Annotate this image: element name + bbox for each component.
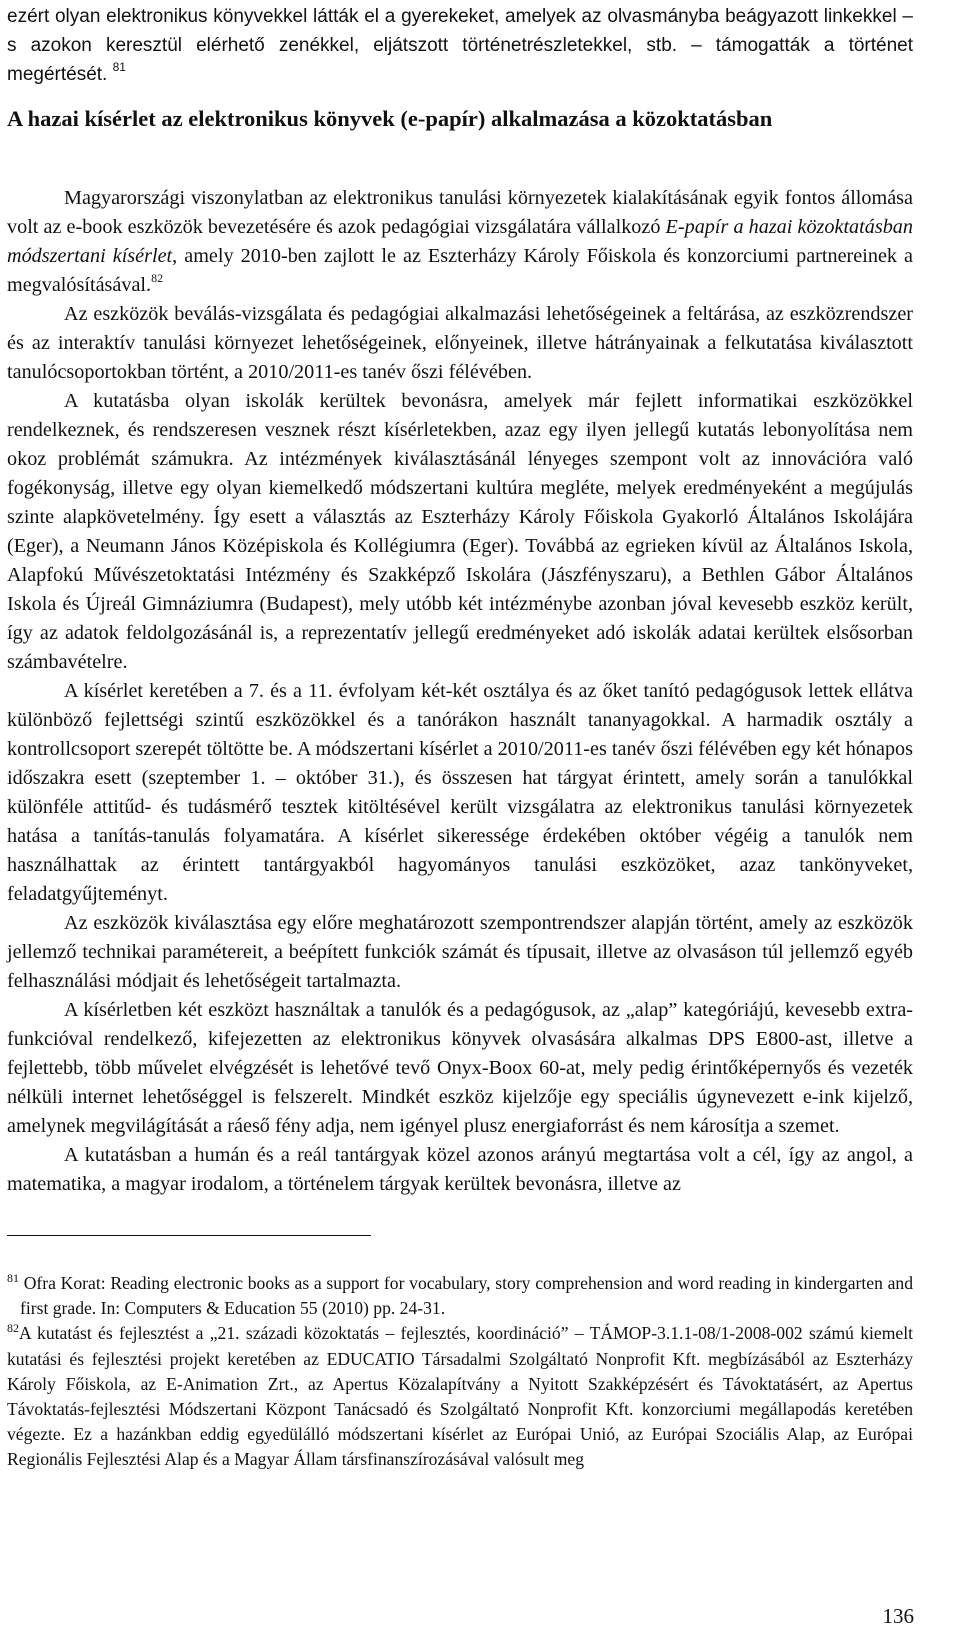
page-number: 136	[882, 1604, 914, 1628]
footnote-81-marker: 81	[7, 1271, 19, 1285]
section-heading: A hazai kísérlet az elektronikus könyvek (e-papír) alkalmazása a közoktatásban	[7, 106, 773, 131]
body-text	[7, 184, 913, 1199]
footnote-divider	[7, 1235, 371, 1236]
paragraph-1	[7, 184, 913, 300]
paragraph-5: Az eszközök kiválasztása egy előre meghatározott szempontrendszer alapján történt, amely az eszközök jellemző technikai paramétereit, a beépített funkciók számát és típusait, illetve az olvasáson túl jellemző egyéb felhasználási módjait és lehetőségeit tartalmazta.	[7, 912, 913, 992]
footnote-82	[7, 1321, 913, 1472]
intro-paragraph	[7, 2, 913, 89]
paragraph-6: A kísérletben két eszközt használtak a tanulók és a pedagógusok, az „alap” kategóriájú, kevesebb extra-funkcióval rendelkező, kifejezetten az elektronikus könyvek olvasására alkalmas DPS E800-ast, illetve a fejlettebb, több művelet elvégzését is lehetővé tevő Onyx-Boox 60-at, mely pedig érintőképernyős és vezeték nélküli internet lehetőséggel is felszerelt. Mindkét eszköz kijelzője egy speciális úgynevezett e-ink kijelző, amelynek megvilágítását a ráeső fény adja, nem igényel plusz energiaforrást és nem károsítja a szemet.	[7, 999, 913, 1137]
footnote-81-text: Ofra Korat: Reading electronic books as a support for vocabulary, story comprehension and word reading in kindergarten and first grade. In: Computers & Education 55 (2010) pp. 24-31.	[19, 1273, 913, 1319]
paragraph-1-part-1: Magyarországi viszonylatban az elektronikus tanulási környezetek kialakításának egyik fontos állomása volt az e-book eszközök bevezetésére és azok pedagógiai vizsgálatára vállalkozó	[7, 187, 913, 238]
paragraph-1-part-2: , amely 2010-ben zajlott le az Eszterházy Károly Főiskola és konzorciumi partnereinek a megvalósításával.	[7, 245, 913, 296]
intro-text: ezért olyan elektronikus könyvekkel látták el a gyerekeket, amelyek az olvasmányba beágyazott linkekkel – s azokon keresztül elérhető zenékkel, eljátszott történetrészletekkel, stb. – támogatták a történet megértését.	[7, 6, 913, 85]
paragraph-1-italic-title: E-papír a hazai közoktatásban módszertani kísérlet	[7, 216, 913, 267]
footnote-81	[7, 1271, 913, 1321]
paragraph-4: A kísérlet keretében a 7. és a 11. évfolyam két-két osztálya és az őket tanító pedagógusok lettek ellátva különböző fejlettségi szintű eszközökkel és a tanórákon használt tananyagokkal. A harmadik osztály a kontrollcsoport szerepét töltötte be. A módszertani kísérlet a 2010/2011-es tanév őszi félévében egy két hónapos időszakra esett (szeptember 1. – október 31.), és összesen hat tárgyat érintett, amely során a tanulókkal különféle attitűd- és tudásmérő tesztek kitöltésével került vizsgálatra az elektronikus tanulási környezetek hatása a tanítás-tanulás folyamatára. A kísérlet sikeressége érdekében október végéig a tanulók nem használhattak az érintett tantárgyakból hagyományos tanulási eszközöket, azaz tankönyveket, feladatgyűjteményt.	[7, 680, 913, 905]
paragraph-3: A kutatásba olyan iskolák kerültek bevonásra, amelyek már fejlett informatikai eszközökkel rendelkeznek, és rendszeresen vesznek részt kísérletekben, azaz egy ilyen jellegű kutatás lebonyolítása nem okoz problémát számukra. Az intézmények kiválasztásánál lényeges szempont volt az innovációra való fogékonyság, illetve egy olyan kiemelkedő módszertani kultúra megléte, melyek eredményeként a megújulás szinte alapkövetelmény. Így esett a választás az Eszterházy Károly Főiskola Gyakorló Általános Iskolájára (Eger), a Neumann János Középiskola és Kollégiumra (Eger). Továbbá az egrieken kívül az Általános Iskola, Alapfokú Művészetoktatási Intézmény és Szakképző Iskolára (Jászfényszaru), a Bethlen Gábor Általános Iskola és Újreál Gimnáziumra (Budapest), mely utóbb két intézménybe azonban jóval kevesebb eszköz került, így az adatok feldolgozásánál is, a reprezentatív jellegű eredményeket adó iskolák adatai kerültek elsősorban számbavételre.	[7, 390, 913, 673]
paragraph-7: A kutatásban a humán és a reál tantárgyak közel azonos arányú megtartása volt a cél, így az angol, a matematika, a magyar irodalom, a történelem tárgyak kerültek bevonásra, illetve az	[7, 1144, 913, 1195]
footnote-82-marker: 82	[7, 1321, 19, 1336]
footnotes	[7, 1271, 913, 1473]
footnote-ref-81[interactable]: 81	[112, 60, 126, 74]
intro-section	[7, 2, 913, 89]
paragraph-2: Az eszközök beválás-vizsgálata és pedagógiai alkalmazási lehetőségeinek a feltárása, az eszközrendszer és az interaktív tanulási környezet lehetőségeinek, előnyeinek, illetve hátrányainak a felkutatása kiválasztott tanulócsoportokban történt, a 2010/2011-es tanév őszi félévében.	[7, 303, 913, 383]
footnote-82-text: A kutatást és fejlesztést a „21. századi közoktatás – fejlesztés, koordináció” – TÁMOP-3.1.1-08/1-2008-002 számú kiemelt kutatási és fejlesztési projekt keretében az EDUCATIO Társadalmi Szolgáltató Nonprofit Kft. megbízásából az Eszterházy Károly Főiskola, az E-Animation Zrt., az Apertus Közalapítvány a Nyitott Szakképzésért és Távoktatásért, az Apertus Távoktatás-fejlesztési Módszertani Központ Tanácsadó és Szolgáltató Nonprofit Kft. konzorciumi megállapodás keretében végezte. Ez a hazánkban eddig egyedülálló módszertani kísérlet az Európai Unió, az Európai Szociális Alap, az Európai Regionális Fejlesztési Alap és a Magyar Állam társfinanszírozásával valósult meg	[7, 1323, 913, 1470]
footnote-ref-82[interactable]: 82	[151, 271, 164, 285]
